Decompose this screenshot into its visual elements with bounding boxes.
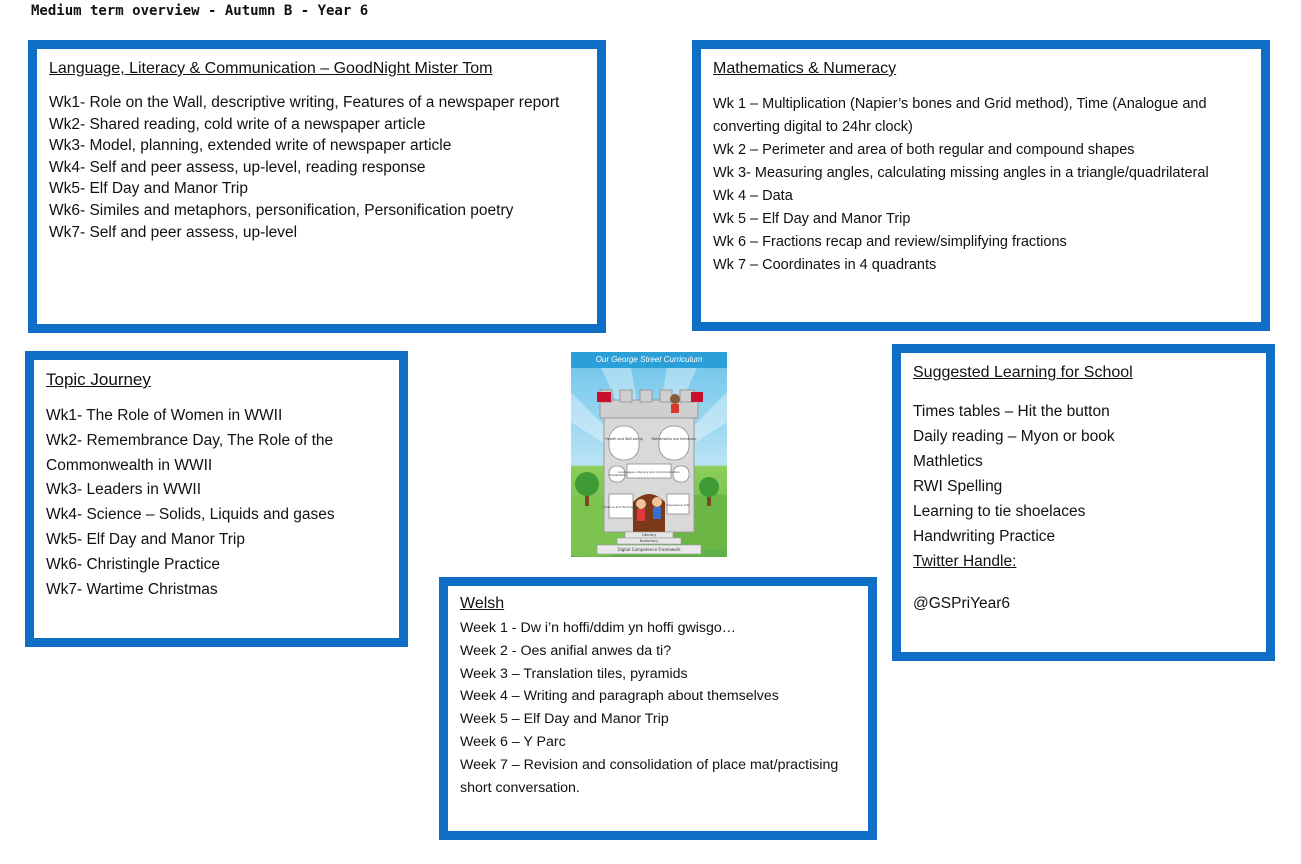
list-item: Wk 1 – Multiplication (Napier’s bones and Grid method), Time (Analogue and converting digital to 24hr clock) xyxy=(713,96,1207,135)
list-item: Wk2- Remembrance Day, The Role of the Commonwealth in WWII xyxy=(46,431,334,474)
list-item: Wk3- Model, planning, extended write of newspaper article xyxy=(49,137,452,155)
poster-label-languages: Languages, Literacy and Communication xyxy=(618,470,680,474)
list-item: Wk6- Similes and metaphors, personification, Personification poetry xyxy=(49,201,514,219)
list-item: Daily reading – Myon or book xyxy=(913,428,1115,445)
list-item: Wk2- Shared reading, cold write of a newspaper article xyxy=(49,115,426,133)
poster-title: Our George Street Curriculum xyxy=(571,352,727,368)
suggested-learning-panel xyxy=(892,344,1275,661)
topic-list xyxy=(46,404,387,602)
list-item: Wk5- Elf Day and Manor Trip xyxy=(46,530,245,548)
poster-label-maths: Mathematics and Numeracy xyxy=(651,437,697,441)
list-item: Week 1 - Dw i’n hoffi/ddim yn hoffi gwisgo… xyxy=(460,620,736,636)
poster-label-digital: Digital Competence Framework xyxy=(617,547,681,552)
list-item: Wk 5 – Elf Day and Manor Trip xyxy=(713,211,911,227)
list-item: Wk6- Christingle Practice xyxy=(46,555,220,573)
castle-illustration xyxy=(571,352,727,557)
literacy-heading: Language, Literacy & Communication – GoodNight Mister Tom xyxy=(49,60,493,77)
welsh-panel xyxy=(439,577,877,840)
poster-label-science: Science and Technology xyxy=(603,505,639,509)
list-item: Wk 4 – Data xyxy=(713,188,793,204)
list-item: Wk 7 – Coordinates in 4 quadrants xyxy=(713,257,937,273)
topic-panel xyxy=(25,351,408,647)
curriculum-poster-image xyxy=(571,352,727,557)
list-item: Wk 6 – Fractions recap and review/simplifying fractions xyxy=(713,234,1067,250)
poster-label-literacy: Literacy xyxy=(641,533,657,537)
maths-panel xyxy=(692,40,1270,331)
page-title: Medium term overview - Autumn B - Year 6 xyxy=(31,3,369,19)
list-item: Week 6 – Y Parc xyxy=(460,733,566,750)
twitter-label: Twitter Handle: xyxy=(913,553,1017,570)
list-item: Mathletics xyxy=(913,453,983,470)
list-item: Week 3 – Translation tiles, pyramids xyxy=(460,665,688,682)
topic-heading: Topic Journey xyxy=(46,370,151,389)
list-item: Week 5 – Elf Day and Manor Trip xyxy=(460,711,669,728)
list-item: Week 7 – Revision and consolidation of place mat/practising short conversation. xyxy=(460,756,839,796)
maths-heading: Mathematics & Numeracy xyxy=(713,60,897,77)
welsh-list xyxy=(460,617,856,799)
suggested-heading: Suggested Learning for School xyxy=(913,364,1133,381)
welsh-heading: Welsh xyxy=(460,595,505,612)
poster-label-numeracy: Numeracy xyxy=(639,539,659,543)
list-item: Wk3- Leaders in WWII xyxy=(46,481,202,499)
literacy-panel xyxy=(28,40,606,333)
list-item: Wk1- The Role of Women in WWII xyxy=(46,407,283,424)
twitter-handle: @GSPriYear6 xyxy=(913,595,1011,612)
poster-label-arts: Expressive Arts xyxy=(666,503,690,507)
list-item: Wk1- Role on the Wall, descriptive writing, Features of a newspaper report xyxy=(49,94,560,111)
poster-label-humanities: Humanities xyxy=(608,473,626,477)
list-item: Week 2 - Oes anifial anwes da ti? xyxy=(460,642,672,659)
list-item: RWI Spelling xyxy=(913,478,1003,495)
list-item: Learning to tie shoelaces xyxy=(913,503,1086,520)
list-item: Wk7- Wartime Christmas xyxy=(46,580,218,598)
list-item: Wk4- Science – Solids, Liquids and gases xyxy=(46,506,335,524)
literacy-list xyxy=(49,92,585,243)
list-item: Wk4- Self and peer assess, up-level, reading response xyxy=(49,158,426,176)
list-item: Times tables – Hit the button xyxy=(913,403,1110,420)
list-item: Wk7- Self and peer assess, up-level xyxy=(49,223,298,241)
list-item: Wk5- Elf Day and Manor Trip xyxy=(49,180,248,198)
maths-list xyxy=(713,93,1249,277)
list-item: Week 4 – Writing and paragraph about themselves xyxy=(460,688,779,705)
poster-label-health: Health and Well-being xyxy=(605,437,643,441)
list-item: Wk 2 – Perimeter and area of both regular and compound shapes xyxy=(713,142,1135,158)
list-item: Handwriting Practice xyxy=(913,528,1056,545)
suggested-list xyxy=(913,399,1254,549)
list-item: Wk 3- Measuring angles, calculating missing angles in a triangle/quadrilateral xyxy=(713,165,1209,181)
